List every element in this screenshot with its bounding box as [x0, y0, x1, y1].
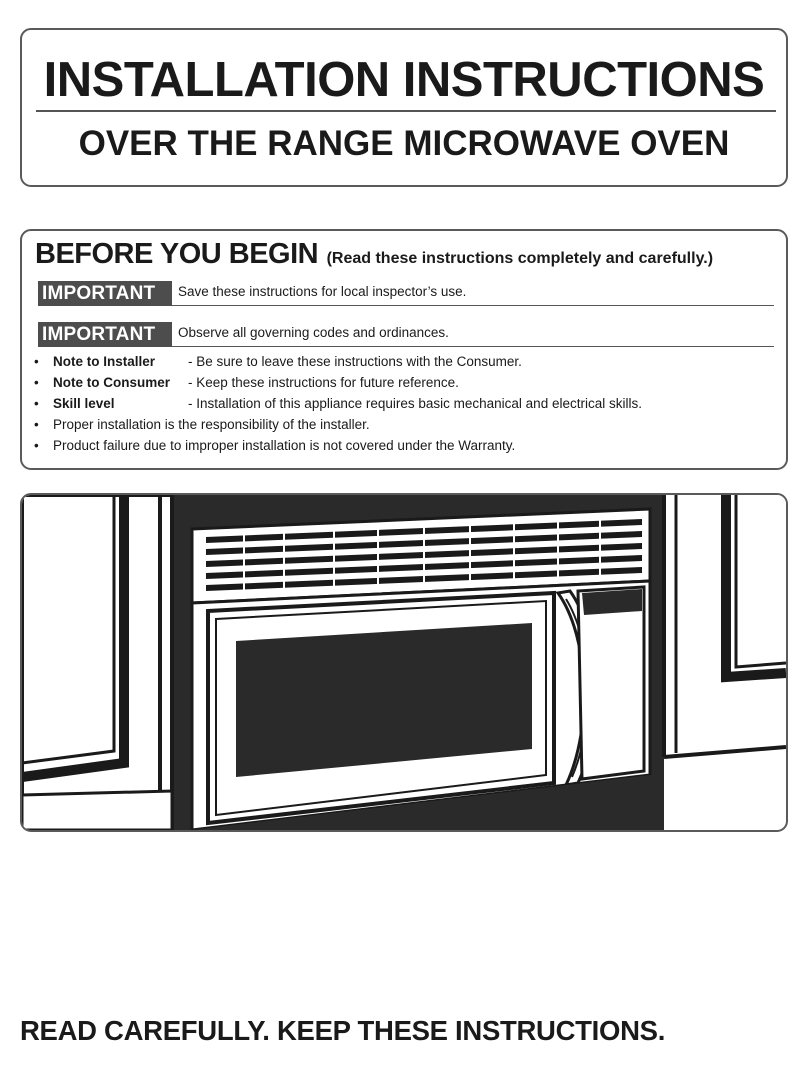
note-text: Product failure due to improper installation is not covered under the Warranty. [53, 438, 516, 453]
display-panel [582, 589, 642, 615]
note-text: - Installation of this appliance requires basic mechanical and electrical skills. [188, 396, 642, 411]
note-text: - Be sure to leave these instructions with the Consumer. [188, 354, 522, 369]
bullet: • [34, 417, 39, 432]
important-text: Save these instructions for local inspector’s use. [178, 284, 467, 299]
section-heading [35, 238, 713, 271]
right-cabinet [664, 495, 786, 757]
note-text: - Keep these instructions for future reference. [188, 375, 459, 390]
bullet: • [34, 354, 39, 369]
important-badge: IMPORTANT [38, 281, 172, 306]
left-cabinet [22, 495, 172, 830]
important-badge: IMPORTANT [38, 322, 172, 347]
important-text: Observe all governing codes and ordinances. [178, 325, 449, 340]
notice-divider [172, 305, 774, 306]
notice-divider [172, 346, 774, 347]
before-you-begin-section [20, 229, 788, 470]
microwave-illustration [22, 495, 786, 830]
list-item [34, 372, 642, 393]
note-term: Note to Installer [53, 354, 156, 369]
note-term: Note to Consumer [53, 375, 171, 390]
notes-list [34, 351, 642, 456]
note-term: Skill level [53, 396, 115, 411]
page-title: INSTALLATION INSTRUCTIONS [43, 53, 765, 107]
bullet: • [34, 438, 39, 453]
footer-notice: READ CAREFULLY. KEEP THESE INSTRUCTIONS. [20, 1015, 666, 1046]
title-box [20, 28, 788, 187]
illustration-box [20, 493, 788, 832]
control-panel [578, 587, 644, 779]
note-text: Proper installation is the responsibility of the installer. [53, 417, 370, 432]
list-item [34, 435, 642, 456]
bullet: • [34, 375, 39, 390]
page-subtitle: OVER THE RANGE MICROWAVE OVEN [78, 124, 730, 163]
section-heading-note: (Read these instructions completely and carefully.) [326, 250, 714, 267]
list-item [34, 414, 642, 435]
important-notice [38, 322, 774, 347]
bullet: • [34, 396, 39, 411]
list-item [34, 393, 642, 414]
important-notice [38, 281, 774, 306]
list-item [34, 351, 642, 372]
title-divider [36, 110, 776, 112]
section-heading-title: BEFORE YOU BEGIN [35, 238, 319, 270]
